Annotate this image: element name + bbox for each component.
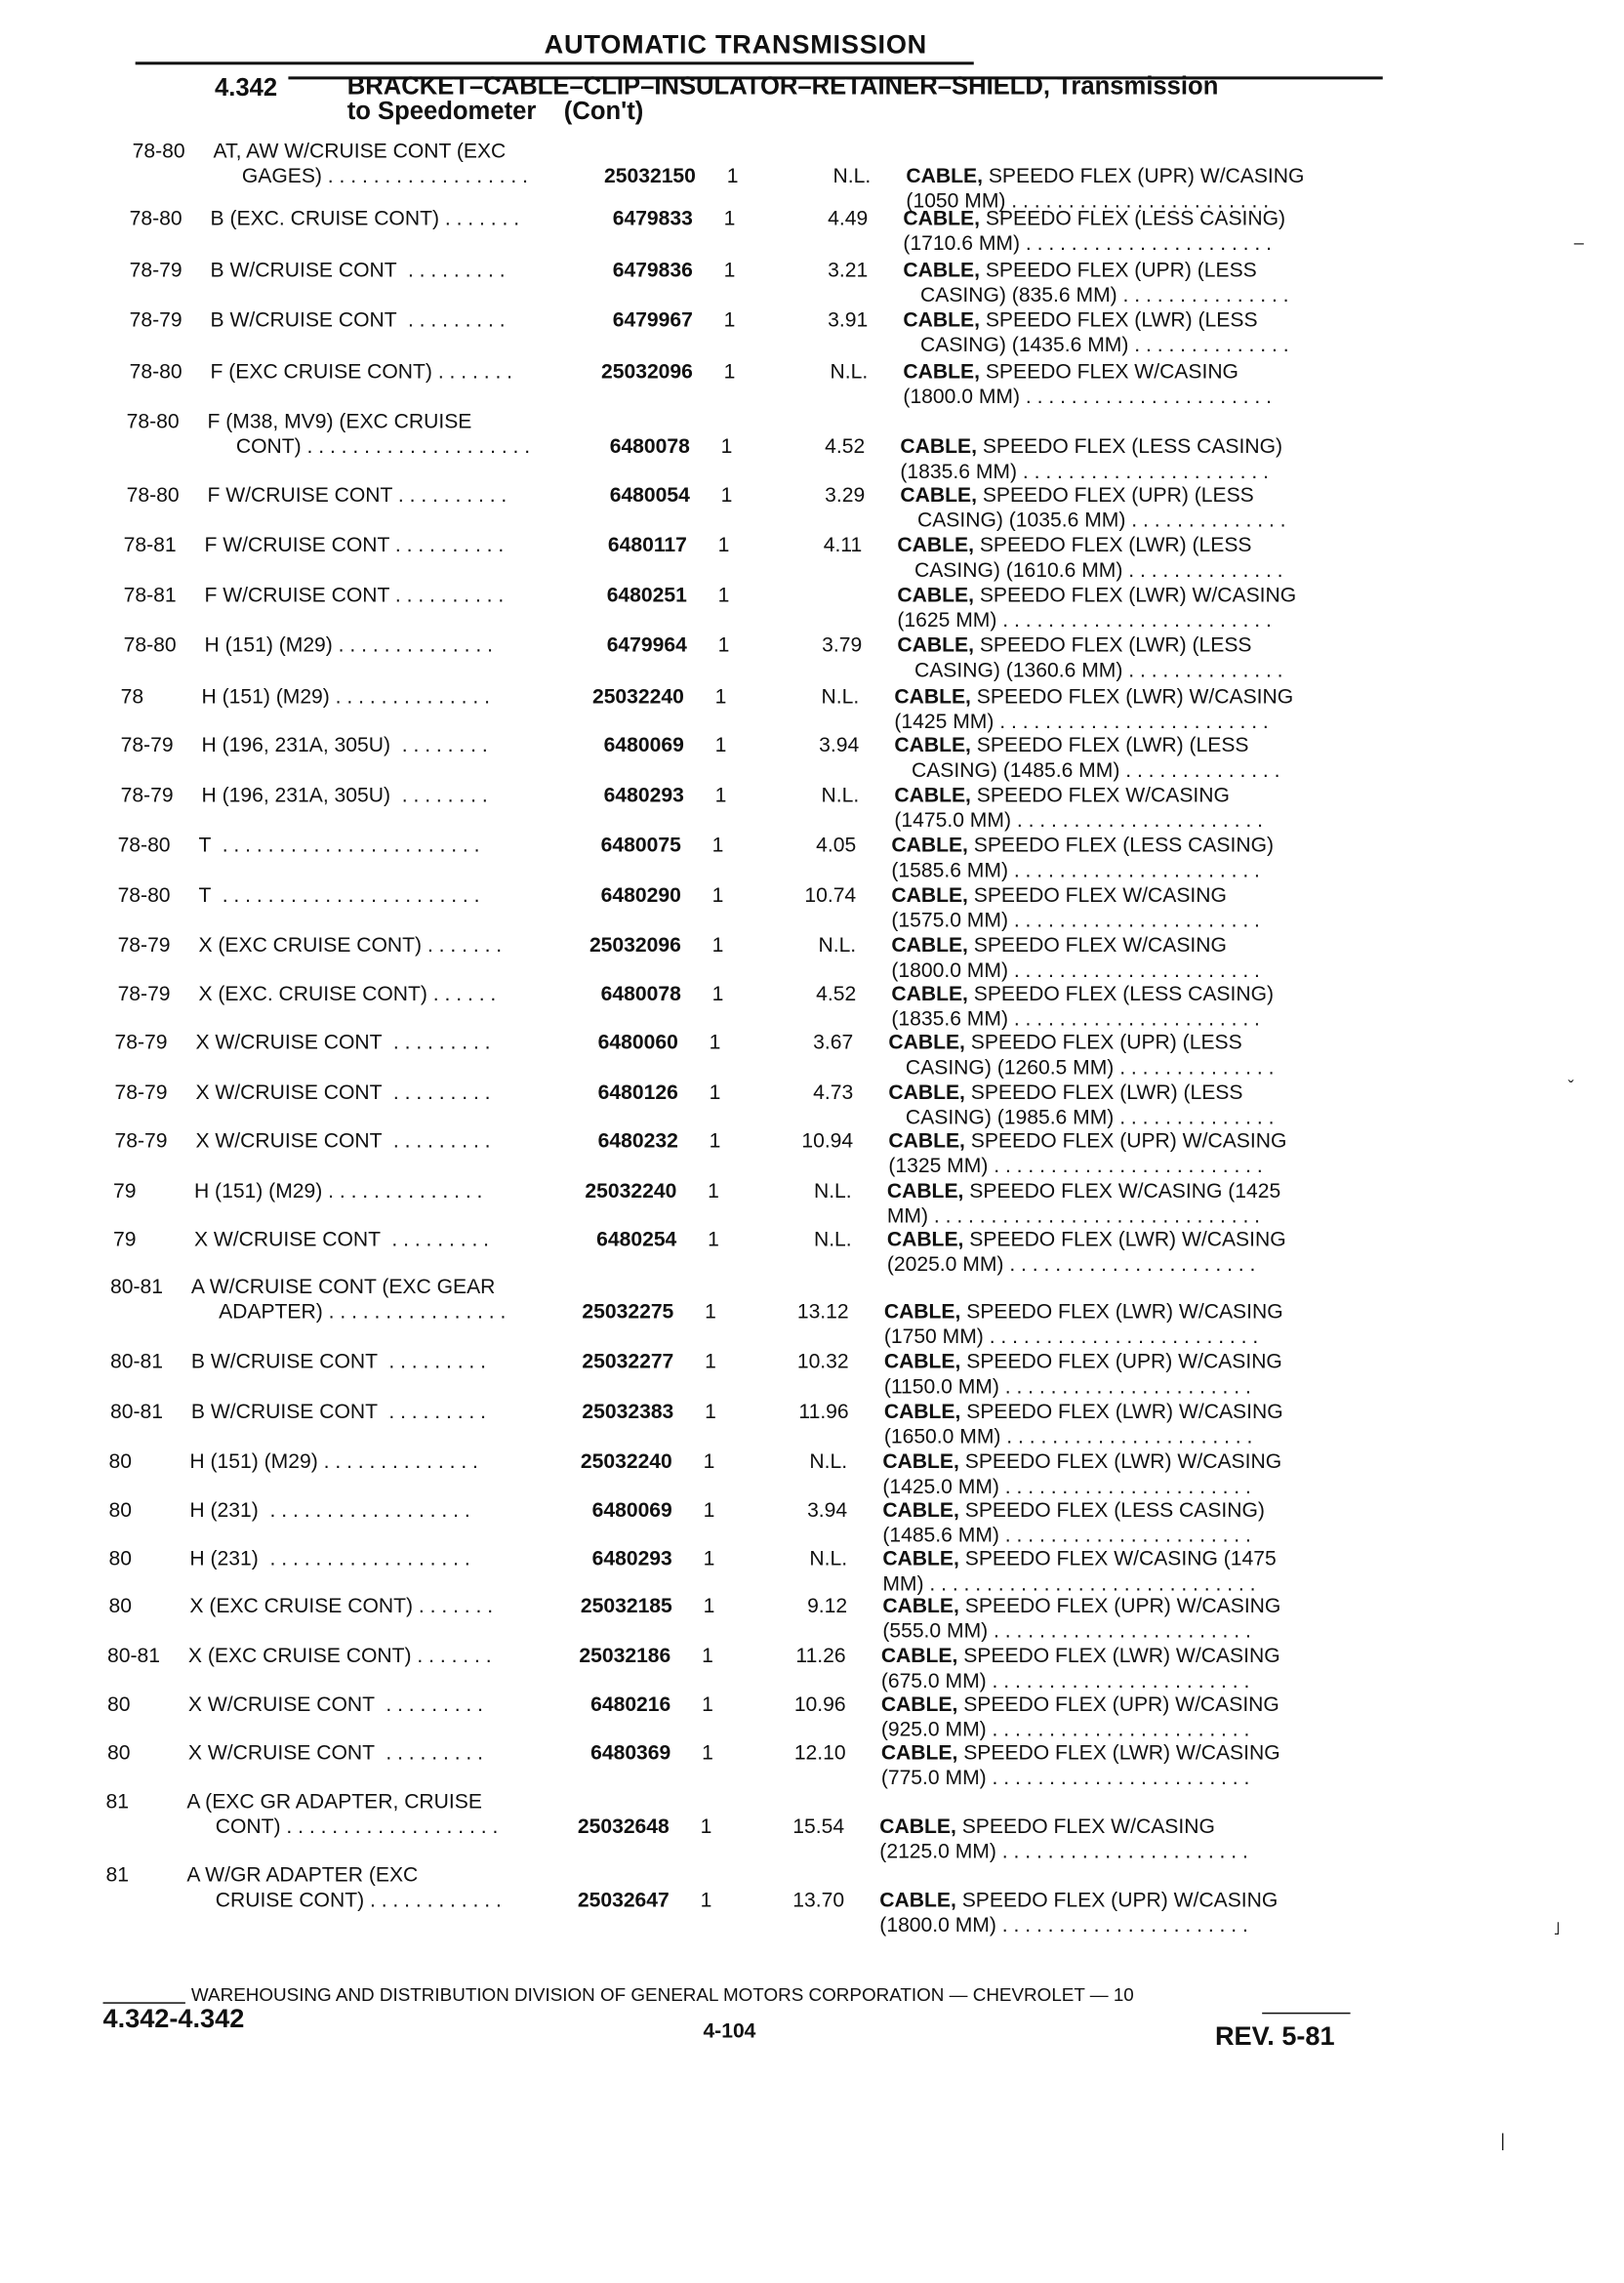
part-description-keyword: CABLE, [891, 833, 968, 857]
price: 3.79 [822, 632, 863, 657]
application-description: F W/CRUISE CONT . . . . . . . . . . [207, 482, 508, 507]
part-description-text: SPEEDO FLEX (LWR) W/CASING (1750 MM) . . . . . . . . . . . . . . . . . . . . . . . . [883, 1298, 1283, 1348]
part-description-keyword: CABLE, [900, 482, 977, 507]
part-description [903, 206, 1285, 256]
model-year: 79 [113, 1227, 137, 1251]
quantity: 1 [714, 782, 727, 806]
part-description-text: SPEEDO FLEX (LWR) W/CASING (1425 MM) . . . . . . . . . . . . . . . . . . . . . . . . [894, 683, 1294, 733]
quantity: 1 [708, 1227, 719, 1251]
application-description: X (EXC. CRUISE CONT) . . . . . . [198, 981, 497, 1005]
price: 13.12 [796, 1298, 849, 1323]
model-year: 80 [108, 1593, 133, 1617]
model-year: 78-79 [120, 782, 174, 806]
part-description [894, 733, 1279, 783]
price: 3.21 [828, 257, 869, 281]
application-description: X W/CRUISE CONT . . . . . . . . . [195, 1030, 491, 1054]
part-number: 6479967 [612, 307, 693, 332]
page-header-title: AUTOMATIC TRANSMISSION [544, 29, 928, 60]
part-description-text: SPEEDO FLEX (LWR) (LESS CASING) (1985.6 MM) . . . . . . . . . . . . . . [905, 1080, 1275, 1129]
quantity: 1 [703, 1546, 715, 1570]
price: 9.12 [807, 1593, 848, 1617]
part-description-text: SPEEDO FLEX W/CASING (1475.0 MM) . . . . . . . . . . . . . . . . . . . . . . [894, 782, 1263, 832]
part-description-keyword: CABLE, [886, 1227, 964, 1251]
part-description-keyword: CABLE, [891, 981, 968, 1005]
part-description-keyword: CABLE, [888, 1128, 965, 1153]
part-description [897, 632, 1282, 682]
part-number: 6480290 [600, 882, 681, 907]
model-year: 78-80 [123, 632, 177, 657]
section-title-line1: BRACKET–CABLE–CLIP–INSULATOR–RETAINER–SHIELD, Transmission [346, 71, 1219, 101]
model-year: 80-81 [110, 1274, 164, 1298]
footer-range: 4.342-4.342 [102, 2003, 245, 2033]
part-number: 6480293 [603, 782, 684, 806]
footer-page-number: 4-104 [703, 2018, 756, 2042]
quantity: 1 [723, 206, 736, 230]
application-description: H (151) (M29) . . . . . . . . . . . . . . [201, 683, 490, 708]
price: N.L. [821, 683, 860, 708]
part-description [897, 533, 1282, 583]
price: 10.74 [804, 882, 857, 907]
part-description-keyword: CABLE, [882, 1448, 959, 1473]
part-number: 25032185 [580, 1593, 672, 1617]
quantity: 1 [717, 582, 730, 606]
header-rule [136, 61, 974, 64]
part-description [884, 1349, 1282, 1399]
application-description: F W/CRUISE CONT . . . . . . . . . . [204, 582, 505, 606]
model-year: 81 [105, 1788, 129, 1813]
quantity: 1 [717, 532, 730, 556]
part-description [903, 258, 1288, 307]
price: N.L. [809, 1546, 848, 1570]
application-description: B W/CRUISE CONT . . . . . . . . . [190, 1349, 487, 1373]
part-description-keyword: CABLE, [880, 1740, 958, 1765]
part-number: 6480232 [597, 1128, 678, 1153]
application-description: B (EXC. CRUISE CONT) . . . . . . . [210, 206, 520, 230]
part-number: 25032240 [580, 1448, 672, 1473]
section-title-line2: to Speedometer (Con't) [346, 97, 644, 126]
margin-mark: | [1500, 2130, 1506, 2151]
application-description: H (231) . . . . . . . . . . . . . . . . . . [189, 1546, 470, 1570]
part-number: 6480216 [590, 1692, 671, 1716]
application-description: X W/CRUISE CONT . . . . . . . . . [187, 1740, 484, 1765]
part-description-text: SPEEDO FLEX (LESS CASING) (1585.6 MM) . . . . . . . . . . . . . . . . . . . . . . [891, 833, 1275, 881]
part-number: 25032096 [589, 932, 681, 957]
application-description: B W/CRUISE CONT . . . . . . . . . [190, 1399, 487, 1423]
part-description [894, 783, 1263, 833]
part-description [903, 359, 1272, 409]
part-description-keyword: CABLE, [879, 1887, 956, 1911]
price: 3.29 [825, 482, 866, 507]
part-description-text: SPEEDO FLEX (LWR) (LESS CASING) (1610.6 MM) . . . . . . . . . . . . . . [914, 532, 1283, 582]
part-description-text: SPEEDO FLEX W/CASING (2125.0 MM) . . . . . . . . . . . . . . . . . . . . . . [879, 1814, 1248, 1863]
part-description-text: SPEEDO FLEX (LESS CASING) (1485.6 MM) . . . . . . . . . . . . . . . . . . . . . . [882, 1497, 1265, 1547]
part-description-text: SPEEDO FLEX (LWR) W/CASING (675.0 MM) . . . . . . . . . . . . . . . . . . . . . . . [880, 1643, 1280, 1692]
part-description-text: SPEEDO FLEX (UPR) W/CASING (1325 MM) . . . . . . . . . . . . . . . . . . . . . . . . [888, 1128, 1287, 1177]
application-description: X (EXC CRUISE CONT) . . . . . . . [198, 932, 503, 957]
part-number: 6480075 [600, 833, 681, 857]
part-description-text: SPEEDO FLEX (UPR) W/CASING (1150.0 MM) . . . . . . . . . . . . . . . . . . . . . . [883, 1349, 1282, 1398]
part-description-keyword: CABLE, [883, 1298, 961, 1323]
part-number: 25032647 [577, 1887, 670, 1911]
part-description-text: SPEEDO FLEX W/CASING (1425 MM) . . . . . . . . . . . . . . . . . . . . . . . . . . . . . [886, 1178, 1281, 1228]
part-description-text: SPEEDO FLEX (LWR) (LESS CASING) (1485.6 MM) . . . . . . . . . . . . . . [911, 732, 1280, 782]
model-year: 78-80 [117, 882, 171, 907]
model-year: 78-81 [123, 532, 177, 556]
application-description: X (EXC CRUISE CONT) . . . . . . . [189, 1593, 494, 1617]
price: N.L. [813, 1178, 852, 1203]
quantity: 1 [708, 1178, 719, 1203]
price: 4.52 [825, 433, 866, 458]
application-description: A W/GR ADAPTER (EXC CRUISE CONT) . . . . . . . . . . . . [186, 1862, 502, 1911]
part-description-keyword: CABLE, [903, 358, 980, 383]
footer-rule-right [1262, 2013, 1350, 2015]
price: 13.70 [792, 1887, 845, 1911]
model-year: 78-79 [117, 932, 171, 957]
quantity: 1 [723, 358, 736, 383]
part-description [891, 833, 1274, 882]
part-number: 6480117 [607, 532, 687, 556]
quantity: 1 [711, 932, 724, 957]
part-number: 25032383 [582, 1399, 674, 1423]
quantity: 1 [705, 1349, 716, 1373]
model-year: 80 [108, 1546, 133, 1570]
model-year: 78-80 [129, 206, 183, 230]
part-description [882, 1593, 1280, 1643]
price: 11.96 [798, 1399, 849, 1423]
quantity: 1 [705, 1298, 716, 1323]
quantity: 1 [709, 1128, 721, 1153]
model-year: 78-79 [117, 981, 171, 1005]
part-number: 6479836 [612, 257, 693, 281]
part-number: 25032648 [577, 1814, 670, 1838]
price: 10.32 [796, 1349, 849, 1373]
application-description: X W/CRUISE CONT . . . . . . . . . [195, 1128, 491, 1153]
model-year: 78-80 [132, 138, 185, 162]
part-number: 25032240 [585, 1178, 677, 1203]
quantity: 1 [709, 1080, 721, 1104]
part-description [900, 434, 1282, 484]
quantity: 1 [714, 683, 727, 708]
part-description-keyword: CABLE, [888, 1080, 965, 1104]
part-description-keyword: CABLE, [897, 532, 974, 556]
part-description-text: SPEEDO FLEX (LWR) W/CASING (775.0 MM) . . . . . . . . . . . . . . . . . . . . . . . [880, 1740, 1280, 1789]
price: 3.94 [819, 732, 860, 756]
part-number: 6480060 [597, 1030, 678, 1054]
application-description: B W/CRUISE CONT . . . . . . . . . [210, 307, 506, 332]
application-description: H (151) (M29) . . . . . . . . . . . . . . [204, 632, 493, 657]
part-description-text: SPEEDO FLEX (LWR) W/CASING (1425.0 MM) . . . . . . . . . . . . . . . . . . . . . . [882, 1448, 1282, 1498]
model-year: 78-80 [129, 358, 183, 383]
part-number: 6479964 [606, 632, 687, 657]
part-description [881, 1740, 1280, 1790]
application-description: T . . . . . . . . . . . . . . . . . . . . . . . [198, 833, 480, 857]
part-description-keyword: CABLE, [894, 683, 971, 708]
model-year: 78-79 [114, 1080, 168, 1104]
part-description-keyword: CABLE, [906, 163, 983, 187]
application-description: B W/CRUISE CONT . . . . . . . . . [210, 257, 506, 281]
quantity: 1 [717, 632, 730, 657]
model-year: 80 [108, 1497, 133, 1522]
application-description: H (196, 231A, 305U) . . . . . . . . [201, 732, 488, 756]
model-year: 78-79 [114, 1128, 168, 1153]
price: 4.05 [816, 833, 857, 857]
part-number: 6480251 [606, 582, 687, 606]
quantity: 1 [723, 257, 736, 281]
part-description [897, 583, 1296, 632]
price: N.L. [809, 1448, 848, 1473]
price: 11.26 [795, 1643, 846, 1667]
application-description: F (M38, MV9) (EXC CRUISE CONT) . . . . . . . . . . . . . . . . . . . . [207, 409, 531, 458]
application-description: A W/CRUISE CONT (EXC GEAR ADAPTER) . . . . . . . . . . . . . . . . [190, 1274, 507, 1323]
part-number: 6480078 [609, 433, 690, 458]
part-number: 6479833 [612, 206, 693, 230]
part-description-text: SPEEDO FLEX (UPR) (LESS CASING) (1035.6 MM) . . . . . . . . . . . . . . [916, 482, 1286, 532]
part-number: 6480254 [596, 1227, 677, 1251]
application-description: AT, AW W/CRUISE CONT (EXC GAGES) . . . . . . . . . . . . . . . . . . [213, 138, 528, 187]
part-description-text: SPEEDO FLEX (LWR) W/CASING (1625 MM) . . . . . . . . . . . . . . . . . . . . . . . . [897, 582, 1297, 632]
quantity: 1 [711, 981, 724, 1005]
part-description-keyword: CABLE, [883, 1349, 961, 1373]
footer-division: WAREHOUSING AND DISTRIBUTION DIVISION OF GENERAL MOTORS CORPORATION — CHEVROLET — 10 [190, 1984, 1134, 2006]
quantity: 1 [720, 482, 733, 507]
part-description-text: SPEEDO FLEX W/CASING (1475 MM) . . . . . . . . . . . . . . . . . . . . . . . . . . . . . [882, 1546, 1277, 1595]
price: N.L. [832, 163, 872, 187]
price: 10.96 [793, 1692, 846, 1716]
quantity: 1 [703, 1497, 715, 1522]
part-number: 6480078 [600, 981, 681, 1005]
part-description-keyword: CABLE, [888, 1030, 965, 1054]
price: N.L. [830, 358, 869, 383]
part-description [881, 1644, 1280, 1693]
part-description-text: SPEEDO FLEX W/CASING (1800.0 MM) . . . . . . . . . . . . . . . . . . . . . . [891, 932, 1260, 982]
application-description: F W/CRUISE CONT . . . . . . . . . . [204, 532, 505, 556]
margin-mark: – [1573, 232, 1584, 254]
price: 4.52 [816, 981, 857, 1005]
part-description-text: SPEEDO FLEX W/CASING (1800.0 MM) . . . . . . . . . . . . . . . . . . . . . . [903, 358, 1272, 408]
part-description-keyword: CABLE, [897, 632, 974, 657]
quantity: 1 [720, 433, 733, 458]
price: N.L. [818, 932, 857, 957]
part-description-keyword: CABLE, [882, 1497, 959, 1522]
application-description: H (196, 231A, 305U) . . . . . . . . [201, 782, 488, 806]
quantity: 1 [702, 1692, 713, 1716]
application-description: H (151) (M29) . . . . . . . . . . . . . . [193, 1178, 483, 1203]
part-description [879, 1814, 1248, 1863]
part-description-text: SPEEDO FLEX (UPR) W/CASING (1050 MM) . . . . . . . . . . . . . . . . . . . . . . . [906, 163, 1305, 213]
section-number: 4.342 [215, 73, 278, 102]
price: N.L. [813, 1227, 852, 1251]
application-description: X W/CRUISE CONT . . . . . . . . . [195, 1080, 491, 1104]
part-description-text: SPEEDO FLEX (LESS CASING) (1710.6 MM) . . . . . . . . . . . . . . . . . . . . . . [903, 206, 1286, 255]
part-description-keyword: CABLE, [891, 882, 968, 907]
model-year: 80-81 [107, 1643, 161, 1667]
model-year: 80-81 [110, 1399, 164, 1423]
part-description-keyword: CABLE, [882, 1593, 959, 1617]
model-year: 79 [113, 1178, 137, 1203]
part-description [884, 1299, 1283, 1349]
part-description [891, 933, 1260, 983]
section-title [346, 71, 1377, 126]
application-description: H (231) . . . . . . . . . . . . . . . . . . [189, 1497, 470, 1522]
model-year: 78-80 [126, 409, 180, 433]
price: 3.94 [807, 1497, 848, 1522]
quantity: 1 [709, 1030, 721, 1054]
part-description-keyword: CABLE, [903, 257, 980, 281]
price: 10.94 [801, 1128, 854, 1153]
part-description-text: SPEEDO FLEX (UPR) W/CASING (1800.0 MM) . . . . . . . . . . . . . . . . . . . . . . [879, 1887, 1279, 1936]
price: 15.54 [792, 1814, 845, 1838]
part-description [881, 1692, 1279, 1741]
part-number: 6480126 [597, 1080, 678, 1104]
price: 12.10 [793, 1740, 846, 1765]
price: 3.91 [828, 307, 869, 332]
price: 4.11 [823, 532, 863, 556]
part-description-keyword: CABLE, [879, 1814, 956, 1838]
part-description-keyword: CABLE, [897, 582, 974, 606]
part-description-keyword: CABLE, [883, 1399, 961, 1423]
part-description-keyword: CABLE, [880, 1643, 958, 1667]
footer-revision: REV. 5-81 [1214, 2020, 1335, 2052]
margin-mark: ˇ [1567, 1077, 1574, 1098]
part-description-text: SPEEDO FLEX (UPR) W/CASING (555.0 MM) . . . . . . . . . . . . . . . . . . . . . . . [882, 1593, 1281, 1643]
part-description [887, 1178, 1280, 1228]
part-number: 6480293 [591, 1546, 672, 1570]
part-description-text: SPEEDO FLEX (LWR) W/CASING (1650.0 MM) . . . . . . . . . . . . . . . . . . . . . . [883, 1399, 1283, 1448]
part-description [887, 1227, 1286, 1277]
part-description-text: SPEEDO FLEX (UPR) (LESS CASING) (1260.5 MM) . . . . . . . . . . . . . . [905, 1030, 1275, 1079]
part-description-text: SPEEDO FLEX (LWR) W/CASING (2025.0 MM) . . . . . . . . . . . . . . . . . . . . . . [886, 1227, 1286, 1276]
part-description-text: SPEEDO FLEX (LESS CASING) (1835.6 MM) . . . . . . . . . . . . . . . . . . . . . . [900, 433, 1283, 483]
quantity: 1 [726, 163, 739, 187]
part-description [884, 1399, 1283, 1448]
part-description-keyword: CABLE, [894, 732, 971, 756]
quantity: 1 [700, 1814, 712, 1838]
model-year: 80 [107, 1740, 131, 1765]
part-number: 6480069 [603, 732, 684, 756]
part-description-text: SPEEDO FLEX (UPR) (LESS CASING) (835.6 MM) . . . . . . . . . . . . . . . [919, 257, 1289, 306]
price: 4.73 [813, 1080, 854, 1104]
application-description: X W/CRUISE CONT . . . . . . . . . [193, 1227, 490, 1251]
part-description-keyword: CABLE, [886, 1178, 964, 1203]
quantity: 1 [703, 1448, 715, 1473]
part-number: 6480369 [590, 1740, 671, 1765]
quantity: 1 [723, 307, 736, 332]
quantity: 1 [703, 1593, 715, 1617]
part-description [894, 684, 1293, 734]
part-description [891, 981, 1274, 1031]
part-description-text: SPEEDO FLEX (UPR) W/CASING (925.0 MM) . . . . . . . . . . . . . . . . . . . . . . . [880, 1692, 1279, 1741]
part-description-keyword: CABLE, [903, 307, 980, 332]
model-year: 80 [108, 1448, 133, 1473]
quantity: 1 [700, 1887, 712, 1911]
part-description [882, 1546, 1276, 1596]
model-year: 78-79 [120, 732, 174, 756]
part-description-text: SPEEDO FLEX (LESS CASING) (1835.6 MM) . . . . . . . . . . . . . . . . . . . . . . [891, 981, 1275, 1031]
quantity: 1 [702, 1643, 713, 1667]
price: N.L. [821, 782, 860, 806]
part-description-keyword: CABLE, [894, 782, 971, 806]
part-description-keyword: CABLE, [891, 932, 968, 957]
model-year: 78-79 [129, 257, 183, 281]
model-year: 78-79 [129, 307, 183, 332]
model-year: 78-80 [117, 833, 171, 857]
price: 4.49 [828, 206, 869, 230]
part-number: 25032240 [591, 683, 684, 708]
part-number: 25032096 [600, 358, 693, 383]
part-number: 25032186 [579, 1643, 671, 1667]
part-description-keyword: CABLE, [903, 206, 980, 230]
price: 3.67 [813, 1030, 854, 1054]
part-description [882, 1497, 1265, 1547]
part-description-keyword: CABLE, [882, 1546, 959, 1570]
part-number: 6480069 [591, 1497, 672, 1522]
quantity: 1 [711, 833, 724, 857]
part-description-keyword: CABLE, [880, 1692, 958, 1716]
part-description [900, 482, 1285, 532]
part-description [888, 1080, 1274, 1129]
part-description [891, 882, 1260, 932]
application-description: X (EXC CRUISE CONT) . . . . . . . [187, 1643, 492, 1667]
quantity: 1 [702, 1740, 713, 1765]
part-number: 25032150 [604, 163, 696, 187]
part-description [903, 307, 1288, 357]
model-year: 80 [107, 1692, 131, 1716]
quantity: 1 [714, 732, 727, 756]
quantity: 1 [711, 882, 724, 907]
model-year: 80-81 [110, 1349, 164, 1373]
part-description [882, 1449, 1281, 1499]
application-description: X W/CRUISE CONT . . . . . . . . . [187, 1692, 484, 1716]
model-year: 81 [105, 1862, 129, 1887]
model-year: 78-80 [126, 482, 180, 507]
model-year: 78 [120, 683, 144, 708]
part-description-text: SPEEDO FLEX W/CASING (1575.0 MM) . . . . . . . . . . . . . . . . . . . . . . [891, 882, 1260, 932]
part-description [888, 1030, 1274, 1080]
part-description [888, 1128, 1286, 1178]
part-description-keyword: CABLE, [900, 433, 977, 458]
application-description: H (151) (M29) . . . . . . . . . . . . . . [189, 1448, 478, 1473]
part-number: 6480054 [609, 482, 690, 507]
part-number: 25032277 [582, 1349, 674, 1373]
part-description-text: SPEEDO FLEX (LWR) (LESS CASING) (1435.6 MM) . . . . . . . . . . . . . . [919, 307, 1289, 356]
quantity: 1 [705, 1399, 716, 1423]
part-number: 25032275 [582, 1298, 674, 1323]
model-year: 78-81 [123, 582, 177, 606]
application-description: T . . . . . . . . . . . . . . . . . . . . . . . [198, 882, 480, 907]
part-description [879, 1888, 1278, 1937]
model-year: 78-79 [114, 1030, 168, 1054]
part-description-text: SPEEDO FLEX (LWR) (LESS CASING) (1360.6 MM) . . . . . . . . . . . . . . [914, 632, 1283, 681]
application-description: A (EXC GR ADAPTER, CRUISE CONT) . . . . . . . . . . . . . . . . . . . [186, 1788, 499, 1838]
margin-mark: ˩ [1553, 1918, 1561, 1939]
application-description: F (EXC CRUISE CONT) . . . . . . . [210, 358, 513, 383]
